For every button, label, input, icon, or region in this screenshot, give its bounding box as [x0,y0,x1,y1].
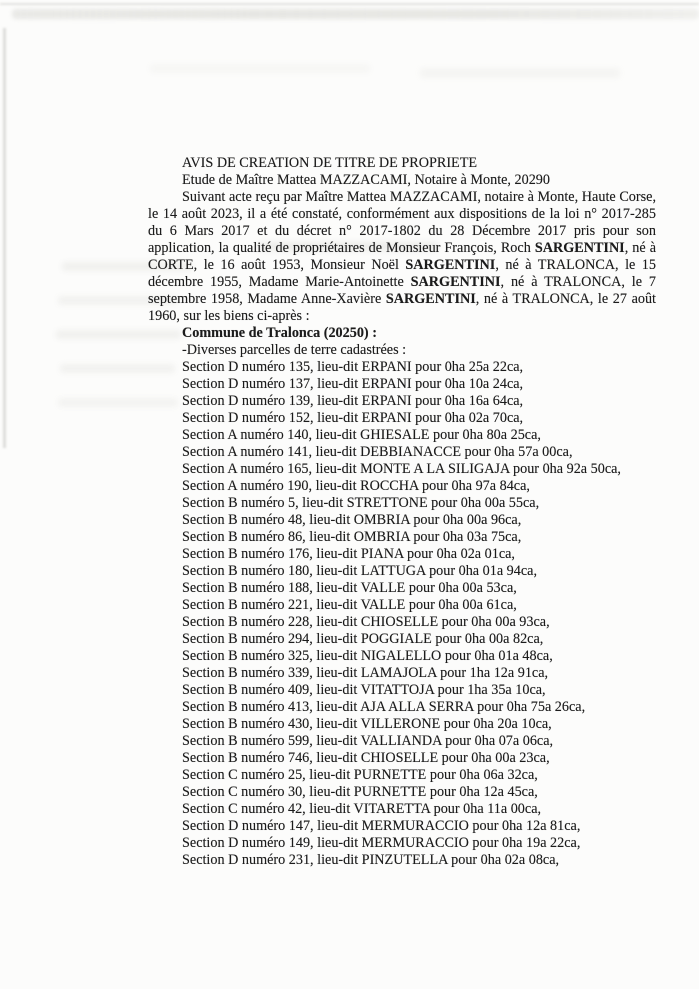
owner-name: SARGENTINI [534,240,625,256]
parcel-line: Section C numéro 42, lieu-dit VITARETTA pour 0ha 11a 00ca, [182,801,542,817]
owner-name: SARGENTINI [410,274,501,290]
notary-office-line: Etude de Maître Mattea MAZZACAMI, Notaire à Monte, 20290 [182,172,550,188]
parcel-line: Section D numéro 137, lieu-dit ERPANI pour 0ha 10a 24ca, [182,376,524,392]
parcel-line: Section A numéro 141, lieu-dit DEBBIANACCE pour 0ha 57a 00ca, [182,444,573,460]
parcel-line: Section B numéro 86, lieu-dit OMBRIA pour 0ha 03a 75ca, [182,529,522,545]
intro-segment: , né à TRALONCA, le 27 août 1960, sur les biens ci-après : [148,291,656,324]
intro-segment: Suivant acte reçu par Maître Mattea MAZZACAMI, notaire à Monte, Haute Corse, le 14 août 2023, il a été constaté, conformément aux dispositions de la loi n° 2017-285 du 6 Mars 2017 et du décret n° 2017-1802 du 28 Décembre 2017 pris pour son application, la qualité de propriétaires de Monsieur François, Roch [148,189,656,256]
parcel-line: Section D numéro 147, lieu-dit MERMURACCIO pour 0ha 12a 81ca, [182,818,581,834]
ink-bleed-through [420,68,620,78]
parcel-line: Section D numéro 152, lieu-dit ERPANI pour 0ha 02a 70ca, [182,410,524,426]
parcel-line: Section D numéro 149, lieu-dit MERMURACCIO pour 0ha 19a 22ca, [182,835,581,851]
parcels-intro-line: -Diverses parcelles de terre cadastrées : [182,342,407,358]
parcel-line: Section B numéro 48, lieu-dit OMBRIA pour 0ha 00a 96ca, [182,512,522,528]
parcel-line: Section C numéro 30, lieu-dit PURNETTE pour 0ha 12a 45ca, [182,784,538,800]
intro-segment: , né à TRALONCA, le 7 septembre 1958, Madame Anne-Xavière [148,274,656,307]
parcel-line: Section B numéro 339, lieu-dit LAMAJOLA pour 1ha 12a 91ca, [182,665,549,681]
scan-edge-artifact [12,9,699,19]
parcel-line: Section B numéro 294, lieu-dit POGGIALE pour 0ha 00a 82ca, [182,631,544,647]
parcel-line: Section D numéro 231, lieu-dit PINZUTELLA pour 0ha 02a 08ca, [182,852,560,868]
parcel-list [148,359,656,869]
parcel-line: Section D numéro 139, lieu-dit ERPANI pour 0ha 16a 64ca, [182,393,524,409]
parcel-line: Section B numéro 599, lieu-dit VALLIANDA pour 0ha 07a 06ca, [182,733,554,749]
parcel-line: Section C numéro 25, lieu-dit PURNETTE pour 0ha 06a 32ca, [182,767,538,783]
parcel-line: Section A numéro 190, lieu-dit ROCCHA pour 0ha 97a 84ca, [182,478,530,494]
parcel-line: Section B numéro 5, lieu-dit STRETTONE pour 0ha 00a 55ca, [182,495,540,511]
parcel-line: Section B numéro 413, lieu-dit AJA ALLA SERRA pour 0ha 75a 26ca, [182,699,586,715]
parcel-line: Section B numéro 746, lieu-dit CHIOSELLE pour 0ha 00a 23ca, [182,750,550,766]
intro-paragraph [148,189,656,325]
parcel-line: Section B numéro 188, lieu-dit VALLE pour 0ha 00a 53ca, [182,580,517,596]
parcel-line: Section B numéro 180, lieu-dit LATTUGA pour 0ha 01a 94ca, [182,563,538,579]
scan-edge-artifact [3,28,6,448]
ink-bleed-through [150,64,370,73]
document-text-block [148,155,656,869]
owner-name: SARGENTINI [405,257,496,273]
parcel-line: Section B numéro 409, lieu-dit VITATTOJA pour 1ha 35a 10ca, [182,682,546,698]
parcel-line: Section A numéro 165, lieu-dit MONTE A LA SILIGAJA pour 0ha 92a 50ca, [182,461,621,477]
owner-name: SARGENTINI [385,291,476,307]
parcel-line: Section A numéro 140, lieu-dit GHIESALE pour 0ha 80a 25ca, [182,427,541,443]
parcel-line: Section B numéro 176, lieu-dit PIANA pour 0ha 02a 01ca, [182,546,515,562]
intro-segment: , né à TRALONCA, le 15 décembre 1955, Madame Marie-Antoinette [148,257,656,290]
intro-segment: , né à CORTE, le 16 août 1953, Monsieur Noël [148,240,656,273]
parcel-line: Section D numéro 135, lieu-dit ERPANI pour 0ha 25a 22ca, [182,359,524,375]
parcel-line: Section B numéro 325, lieu-dit NIGALELLO pour 0ha 01a 48ca, [182,648,553,664]
parcel-line: Section B numéro 221, lieu-dit VALLE pour 0ha 00a 61ca, [182,597,517,613]
parcel-line: Section B numéro 228, lieu-dit CHIOSELLE pour 0ha 00a 93ca, [182,614,550,630]
document-title: AVIS DE CREATION DE TITRE DE PROPRIETE [182,155,478,171]
parcel-line: Section B numéro 430, lieu-dit VILLERONE pour 0ha 20a 10ca, [182,716,552,732]
scan-edge-artifact [0,3,699,5]
commune-heading: Commune de Tralonca (20250) : [182,325,377,341]
